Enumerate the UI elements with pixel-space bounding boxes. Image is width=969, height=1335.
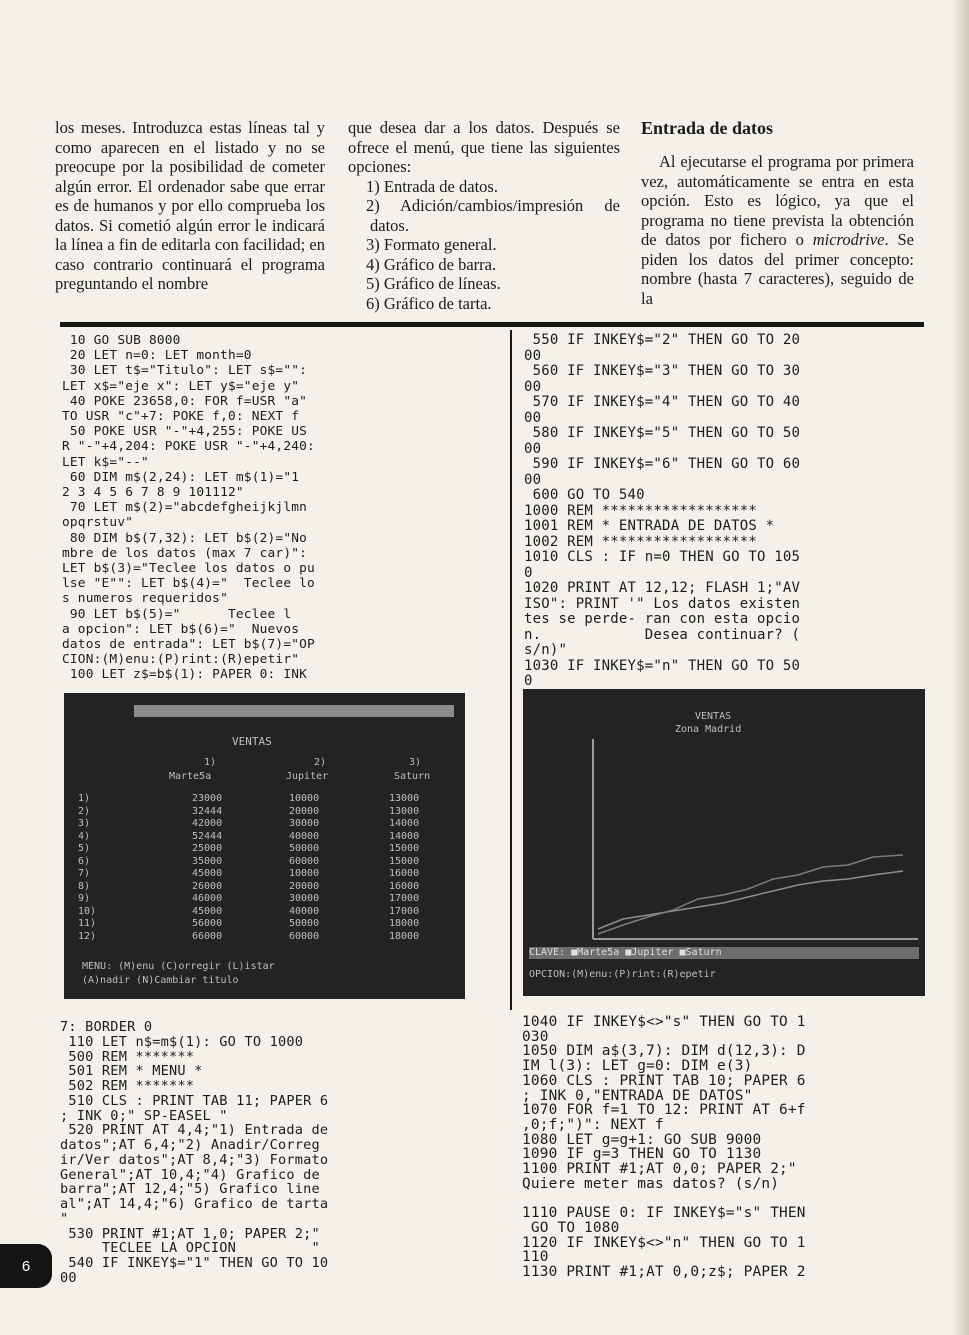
screen-left-col-name-2: Jupiter — [286, 771, 329, 782]
menu-option-1: 1) Entrada de datos. — [366, 176, 498, 196]
page-spine — [951, 0, 969, 1335]
col3-text-b: . Se piden los datos del primer concepto: nombre (hasta 7 caracteres), seguido de la — [641, 230, 915, 308]
screen-right-subtitle: Zona Madrid — [675, 724, 742, 735]
text-column-3 — [641, 118, 914, 308]
screen-left-cell: 40000 — [289, 905, 320, 917]
menu-option-4: 4) Gráfico de barra. — [366, 254, 497, 274]
menu-option-6: 6) Gráfico de tarta. — [366, 293, 492, 313]
screen-left-footer-2: (A)nadir (N)Cambiar titulo — [82, 975, 239, 986]
screen-left-cell: 45000 — [192, 905, 223, 917]
screen-left-cell: 66000 — [192, 930, 223, 942]
screen-left-cell: 30000 — [289, 818, 320, 829]
code-listing-top-left: 10 GO SUB 8000 20 LET n=0: LET month=0 30 LET t$="Titulo": LET s$="": LET x$="eje x": LET y$="eje y" 40 POKE 23658,0: FOR f=USR "a" TO USR "c"+7: POKE f,0: NEXT f 50 POKE USR "-"+4,255: POKE US R "-"+4,204: POKE USR "-"+4,240: LET k$="--" 60 DIM m$(2,24): LET m$(1)="1 2 3 4 5 6 7 8 9 101112" 70 LET m$(2)="abcdefgheijkjlmn opqrstuv" 80 DIM b$(7,32): LET b$(2)="No mbre de los datos (max 7 car)": LET b$(3)="Teclee los datos o pu lse "E"": LET b$(4)=" Teclee lo s numeros requeridos" 90 LET b$(5)=" Teclee l a opcion": LET b$(6)=" Nuevos datos de entrada": LET b$(7)="OP CION:(M)enu:(P)rint:(R)epetir" 100 LET z$=b$(1): PAPER 0: INK — [62, 333, 315, 683]
screen-left-cell: 10000 — [289, 793, 320, 804]
screen-right-title: VENTAS — [695, 711, 732, 722]
screen-left-cell: 45000 — [192, 868, 223, 879]
screen-left-row-label: 5) — [78, 843, 91, 854]
screen-left-cell: 60000 — [289, 855, 320, 867]
menu-option-5: 5) Gráfico de líneas. — [366, 274, 501, 293]
screen-left-cell: 20000 — [289, 805, 320, 817]
screen-left-cell: 16000 — [389, 868, 420, 879]
screen-left-col-name-3: Saturn — [394, 771, 431, 782]
screen-left-cell: 42000 — [192, 818, 223, 829]
screenshot-data-table — [64, 693, 465, 999]
screen-left-cell: 60000 — [289, 930, 320, 942]
screen-left-row-label: 9) — [78, 893, 91, 904]
col3-text-a: Al ejecutarse el programa por primera vez, automáticamente se entra en esta opción. Esto es lógico, ya que el programa no tiene prevista la obtención de datos por fichero o — [641, 152, 914, 249]
screen-left-cell: 35000 — [192, 855, 223, 867]
screen-left-cell: 15000 — [389, 855, 420, 867]
col3-italic: microdrive — [812, 230, 885, 249]
screen-left-col-num-3: 3) — [409, 757, 422, 768]
screen-left-cell: 17000 — [389, 893, 420, 904]
screen-left-row-label: 12) — [78, 930, 97, 942]
screen-left-cell: 25000 — [192, 843, 223, 854]
screen-right-legend: CLAVE: ■Marte5a ■Jupiter ■Saturn — [529, 947, 919, 959]
screen-left-row-label: 3) — [78, 818, 91, 829]
screen-left-cell: 14000 — [389, 830, 420, 842]
screen-left-row-label: 8) — [78, 880, 91, 892]
graph-line-2 — [598, 855, 903, 934]
col3-paragraph — [641, 152, 914, 308]
screen-left-row-label: 6) — [78, 855, 91, 867]
menu-option-2: 2) Adición/cambios/impresión de datos. — [366, 196, 620, 235]
screen-left-cell: 26000 — [192, 880, 223, 892]
screen-left-cell: 32444 — [192, 805, 223, 817]
section-heading: Entrada de datos — [641, 118, 774, 138]
screen-left-col-num-1: 1) — [204, 757, 217, 768]
screen-left-cell: 10000 — [289, 868, 320, 879]
screen-right-footer: OPCION:(M)enu:(P)rint:(R)epetir — [529, 969, 716, 980]
screen-left-cell: 20000 — [289, 880, 320, 892]
screen-left-row-label: 4) — [78, 830, 91, 842]
screen-left-row-label: 10) — [78, 905, 97, 917]
screen-left-col-num-2: 2) — [314, 757, 327, 768]
code-listing-bottom-right: 1040 IF INKEY$<>"s" THEN GO TO 1 030 1050 DIM a$(3,7): DIM d(12,3): D IM l(3): LET g=0: DIM e(3) 1060 CLS : PRINT TAB 10; PAPER 6 ; INK 0,"ENTRADA DE DATOS" 1070 FOR f=1 TO 12: PRINT AT 6+f ,0;f;")": NEXT f 1080 LET g=g+1: GO SUB 9000 1090 IF g=3 THEN GO TO 1130 1100 PRINT #1;AT 0,0; PAPER 2;" Quiere meter mas datos? (s/n) 1110 PAUSE 0: IF INKEY$="s" THEN GO TO 1080 1120 IF INKEY$<>"n" THEN GO TO 1 110 1130 PRINT #1;AT 0,0;z$; PAPER 2 — [522, 1014, 806, 1280]
screen-left-cell: 13000 — [389, 805, 420, 817]
horizontal-rule — [60, 322, 924, 327]
screen-left-cell: 30000 — [289, 893, 320, 904]
screen-top-bar — [134, 705, 454, 717]
screen-left-col-name-1: Marte5a — [169, 771, 212, 782]
screen-left-footer-1: MENU: (M)enu (C)orregir (L)istar — [82, 961, 275, 972]
code-listing-top-right: 550 IF INKEY$="2" THEN GO TO 20 00 560 IF INKEY$="3" THEN GO TO 30 00 570 IF INKEY$="4" THEN GO TO 40 00 580 IF INKEY$="5" THEN GO TO 50 00 590 IF INKEY$="6" THEN GO TO 60 00 600 GO TO 540 1000 REM ****************** 1001 REM * ENTRADA DE DATOS * 1002 REM ****************** 1010 CLS : IF n=0 THEN GO TO 105 0 1020 PRINT AT 12,12; FLASH 1;"AV ISO": PRINT '" Los datos existen tes se perde- ran con esta opcio n. Desea continuar? ( s/n)" 1030 IF INKEY$="n" THEN GO TO 50 0 — [524, 332, 801, 689]
screen-left-cell: 15000 — [389, 843, 420, 854]
screen-left-cell: 40000 — [289, 830, 320, 842]
screenshot-line-graph — [523, 689, 925, 996]
screen-left-cell: 56000 — [192, 918, 223, 929]
screen-left-cell: 18000 — [389, 930, 420, 942]
screen-left-row-label: 2) — [78, 805, 91, 817]
screen-left-cell: 17000 — [389, 905, 420, 917]
code-column-divider — [510, 330, 512, 1010]
screen-left-cell: 46000 — [192, 893, 223, 904]
screen-left-cell: 18000 — [389, 918, 420, 929]
screen-left-cell: 16000 — [389, 880, 420, 892]
page-number-tab — [0, 1244, 52, 1288]
screen-left-row-label: 11) — [78, 918, 97, 929]
code-listing-bottom-left: 7: BORDER 0 110 LET n$=m$(1): GO TO 1000 500 REM ******* 501 REM * MENU * 502 REM ******* 510 CLS : PRINT TAB 11; PAPER 6 ; INK 0;" SP-EASEL " 520 PRINT AT 4,4;"1) Entrada de datos";AT 6,4;"2) Anadir/Correg ir/Ver datos";AT 8,4;"3) Formato General";AT 10,4;"4) Grafico de barra";AT 12,4;"5) Grafico line al";AT 14,4;"6) Grafico de tarta " 530 PRINT #1;AT 1,0; PAPER 2;" TECLEE LA OPCION " 540 IF INKEY$="1" THEN GO TO 10 00 — [60, 1019, 329, 1286]
graph-line-1 — [598, 871, 903, 929]
text-column-1 — [55, 118, 325, 294]
col2-intro: que desea dar a los datos. Después se ofrece el menú, que tiene las siguientes opciones: — [348, 118, 620, 176]
screen-left-cell: 14000 — [389, 818, 420, 829]
page-number: 6 — [21, 1257, 31, 1275]
menu-option-3: 3) Formato general. — [366, 235, 497, 254]
screen-left-cell: 50000 — [289, 843, 320, 854]
screen-left-cell: 13000 — [389, 793, 420, 804]
screen-left-row-label: 7) — [78, 868, 91, 879]
text-column-2 — [348, 118, 620, 313]
screen-left-title: VENTAS — [232, 735, 272, 748]
screen-left-cell: 23000 — [192, 793, 223, 804]
screen-left-row-label: 1) — [78, 793, 91, 804]
screen-left-cell: 50000 — [289, 918, 320, 929]
screen-left-cell: 52444 — [192, 830, 223, 842]
col1-paragraph: los meses. Introduzca estas líneas tal y como aparecen en el listado y no se preocupe por la posibilidad de cometer algún error. El ordenador sabe que errar es de humanos y por ello comprueba los datos. Si cometió algún error le indicará la línea a fin de editarla con facilidad; en caso contrario continuará el programa preguntando el nombre — [55, 118, 325, 293]
